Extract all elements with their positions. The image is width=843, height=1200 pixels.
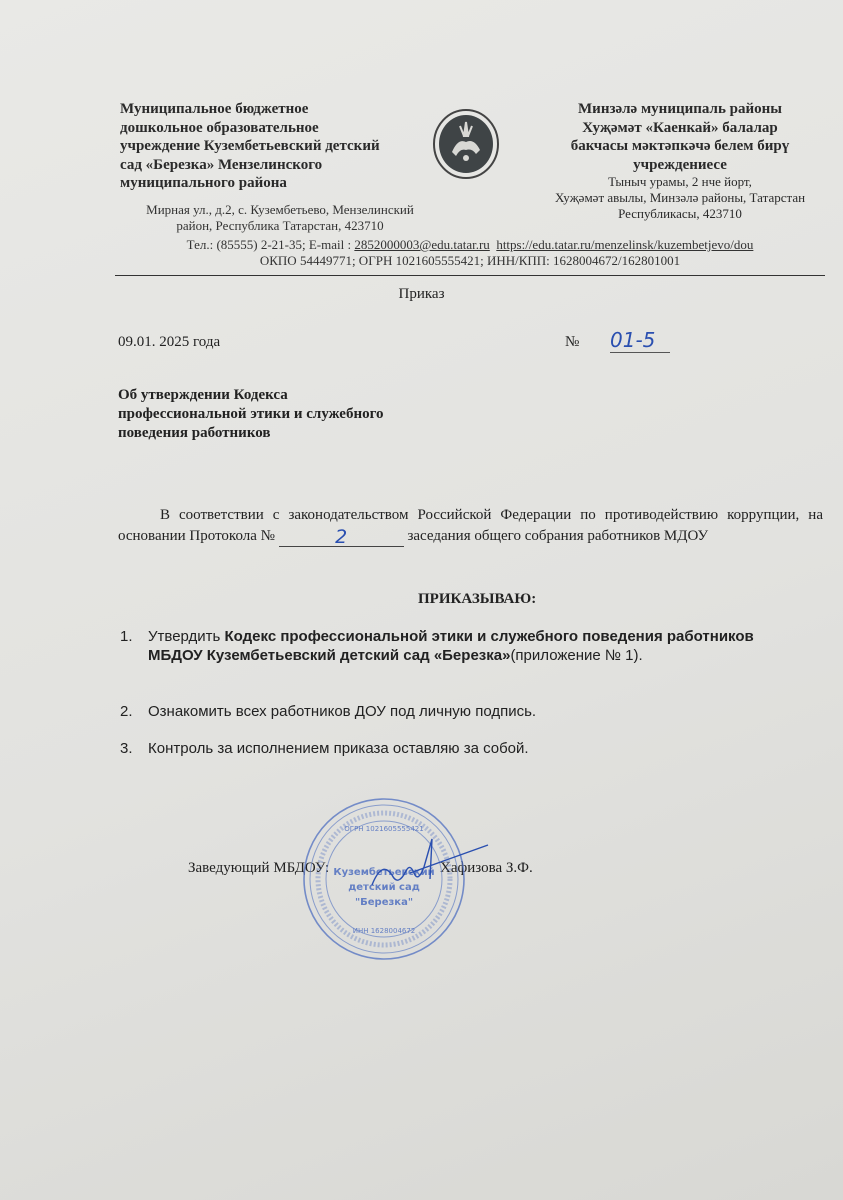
- signer-title: Заведующий МБДОУ:: [188, 860, 330, 876]
- preamble-text: В соответствии с законодательством Российской Федерации по противодействию коррупции, на основании Протокола №: [118, 507, 823, 544]
- item-text-bold: Кодекс профессиональной этики и служебного поведения работников МБДОУ Кузембетьевский детский сад «Березка»: [148, 628, 754, 664]
- preamble-paragraph: [118, 505, 823, 547]
- registry-numbers: ОКПО 54449771; ОГРН 1021605555421; ИНН/КПП: 1628004672/162801001: [259, 253, 681, 268]
- tatarstan-emblem-icon: [432, 108, 500, 180]
- org-line: дошкольное образовательное: [120, 119, 319, 136]
- org-line: сад «Березка» Мензелинского: [120, 156, 323, 173]
- address-line: Мирная ул., д.2, с. Кузембетьево, Мензелинский: [146, 202, 414, 217]
- item-text: Ознакомить всех работников ДОУ под личную подпись.: [148, 703, 537, 720]
- stamp-inn: ИНН 1628004672: [352, 927, 416, 935]
- item-text: Контроль за исполнением приказа оставляю за собой.: [148, 740, 529, 757]
- item-number: 3.: [120, 740, 133, 757]
- address-line: Республикасы, 423710: [618, 206, 742, 221]
- signer-name: Хафизова З.Ф.: [440, 860, 533, 876]
- org-line: муниципального района: [120, 175, 287, 191]
- org-line: Муниципальное бюджетное: [120, 101, 309, 117]
- item-text: (приложение № 1).: [510, 647, 643, 664]
- order-item: [120, 739, 788, 758]
- stamp-text: детский сад: [348, 882, 420, 893]
- header-divider: [115, 275, 825, 276]
- org-line: учреждениесе: [633, 156, 727, 173]
- address-line: район, Республика Татарстан, 423710: [176, 218, 384, 233]
- org-line: учреждение Кузембетьевский детский: [120, 138, 380, 154]
- document-type: Приказ: [398, 286, 445, 302]
- header-contacts: [110, 237, 830, 269]
- stamp-text: Кузембетьевский: [333, 867, 435, 878]
- email-link[interactable]: 2852000003@edu.tatar.ru: [354, 237, 490, 252]
- order-item: [120, 702, 788, 721]
- document-subject: [118, 386, 384, 443]
- phone-text: Тел.: (85555) 2-21-35; E-mail :: [186, 237, 355, 252]
- stamp-text: "Березка": [354, 897, 414, 908]
- org-line: Хуҗәмәт «Каенкай» балалар: [582, 119, 778, 136]
- preamble-text: заседания общего собрания работников МДОУ: [403, 528, 709, 544]
- address-line: Тыныч урамы, 2 нче йорт,: [608, 174, 752, 189]
- order-heading: ПРИКАЗЫВАЮ:: [418, 591, 537, 607]
- document-number-handwritten: 01-5: [610, 328, 670, 353]
- number-label: №: [565, 334, 580, 350]
- header-right-org: [535, 100, 825, 222]
- org-line: Минзәлә муниципаль районы: [578, 101, 782, 117]
- subject-line: профессиональной этики и служебного: [118, 406, 384, 422]
- address-line: Хуҗәмәт авылы, Минзәлә районы, Татарстан: [554, 190, 806, 205]
- subject-line: Об утверждении Кодекса: [118, 387, 288, 403]
- order-item: [120, 627, 788, 665]
- subject-line: поведения работников: [118, 425, 271, 441]
- website-link[interactable]: https://edu.tatar.ru/menzelinsk/kuzembetjevo/dou: [496, 237, 754, 252]
- handwritten-signature: [370, 835, 490, 895]
- protocol-number-handwritten: 2: [335, 526, 348, 548]
- item-text: Утвердить: [148, 628, 225, 645]
- item-number: 1.: [120, 628, 133, 645]
- org-line: бакчасы мәктәпкәчә белем бирү: [570, 138, 790, 154]
- item-number: 2.: [120, 703, 133, 720]
- stamp-ogrn: ОГРН 1021605555421: [344, 825, 424, 833]
- header-left-address: [125, 202, 435, 234]
- document-date: 09.01. 2025 года: [118, 334, 221, 350]
- header-left-org: [120, 100, 440, 193]
